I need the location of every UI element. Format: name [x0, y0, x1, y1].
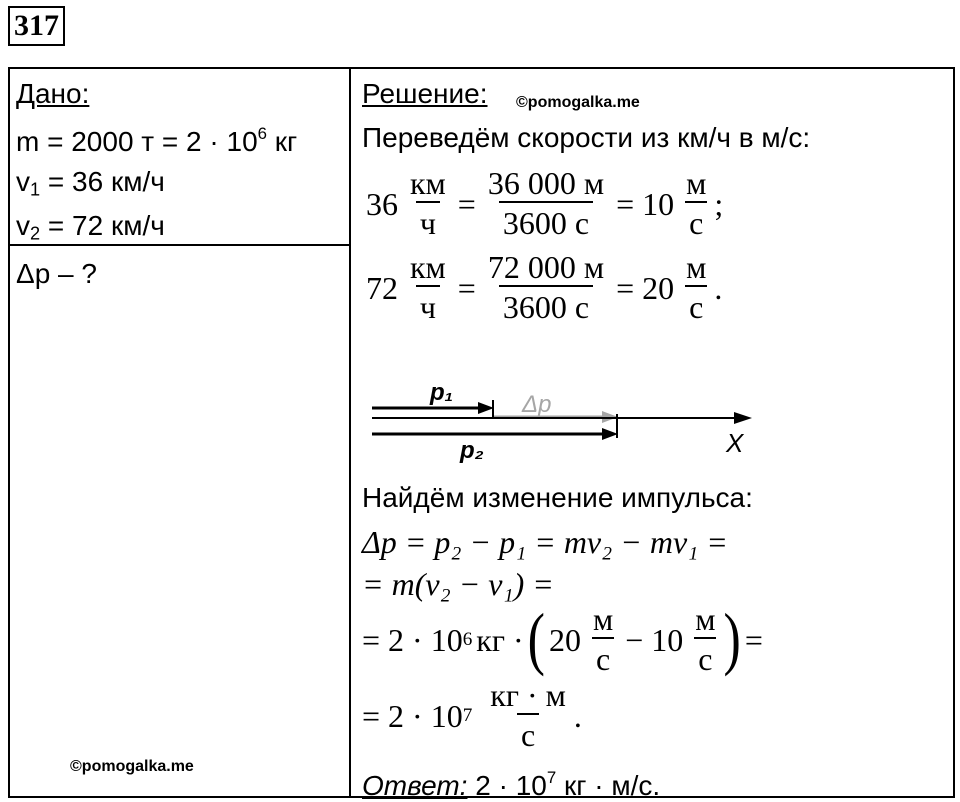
- conv2-lead: 72: [366, 269, 398, 306]
- conv2-f3-num: м: [686, 249, 707, 285]
- given-v1-value: = 36 км/ч: [40, 166, 165, 197]
- conv1-f1-den: ч: [416, 201, 440, 243]
- line4-fraction: [486, 677, 570, 755]
- line3-a: = 2 · 10: [362, 621, 463, 658]
- convert-text: Переведём скорости из км/ч в м/с:: [362, 122, 811, 153]
- x-axis-arrowhead: [734, 412, 752, 424]
- answer-unit: кг · м/с.: [556, 769, 661, 801]
- find-quantity: Δp – ?: [16, 258, 97, 289]
- conv1-fraction-unit: [682, 165, 710, 243]
- table-border-top: [8, 67, 955, 69]
- line4-fden: с: [517, 713, 539, 755]
- given-v2: [16, 210, 165, 250]
- conv2-f1-den: ч: [416, 285, 440, 327]
- watermark-top: ©pomogalka.me: [516, 94, 640, 111]
- p1-label: p₁: [430, 379, 454, 406]
- conv2-end: .: [714, 269, 723, 306]
- watermark-bottom: ©pomogalka.me: [70, 758, 194, 775]
- conv1-f3-den: с: [685, 201, 707, 243]
- line3-b: кг ·: [476, 621, 524, 658]
- given-v2-sub: 2: [30, 223, 41, 244]
- given-mass-exp: 6: [257, 124, 267, 143]
- conv2-f1-num: км: [410, 249, 446, 285]
- conv1-fraction-kmh: [406, 165, 450, 243]
- conv2-fraction-unit: [682, 249, 710, 327]
- momentum-diagram: [360, 372, 780, 464]
- conv1-f2-num: 36 000 м: [487, 165, 605, 201]
- momentum-change-line-2: = m(v₂ − v₁) =: [362, 566, 554, 602]
- conv2-f2-den: 3600 с: [499, 285, 593, 327]
- conversion-row-1: [362, 162, 723, 246]
- answer-exp: 7: [546, 768, 557, 787]
- p2-label: p₂: [460, 437, 484, 464]
- given-v2-value: = 72 км/ч: [40, 210, 165, 241]
- given-mass-unit: кг: [266, 125, 298, 157]
- given-header: Дано:: [16, 78, 90, 109]
- problem-number: 317: [8, 6, 65, 46]
- table-border-left: [8, 67, 10, 798]
- conv2-f2-num: 72 000 м: [487, 249, 605, 285]
- line4-exp: 7: [462, 705, 473, 726]
- given-mass: [16, 118, 297, 158]
- conv1-f2-den: 3600 с: [499, 201, 593, 243]
- line3-fd2: с: [694, 637, 716, 679]
- conv2-f3-den: с: [685, 285, 707, 327]
- delta-p-label: Δp: [522, 391, 552, 418]
- conv1-fraction-ms: [484, 165, 608, 243]
- p1-arrowhead: [478, 402, 494, 414]
- given-v2-symbol: v: [16, 210, 30, 241]
- line4-fnum: кг · м: [490, 677, 566, 713]
- given-mass-text: m = 2000 т = 2 · 10: [16, 125, 258, 157]
- line3-fn2: м: [695, 601, 716, 637]
- given-v1: [16, 166, 165, 206]
- line3-exp: 6: [462, 629, 473, 650]
- answer-label: Ответ:: [362, 769, 468, 801]
- conversion-row-2: [362, 246, 722, 330]
- conv1-end: ;: [714, 185, 724, 222]
- table-divider-vertical: [349, 67, 351, 798]
- momentum-change-line-3: [362, 598, 767, 682]
- line3-minus: − 10: [625, 621, 684, 658]
- line3-fraction-1: [589, 601, 617, 679]
- conv1-eq2: = 10: [616, 185, 675, 222]
- line3-open-paren: (: [527, 600, 545, 678]
- table-border-right: [953, 67, 955, 798]
- momentum-change-line-4: [362, 674, 582, 758]
- momentum-change-line-1: Δp = p₂ − p₁ = mv₂ − mv₁ =: [362, 524, 728, 560]
- find-change-text: Найдём изменение импульса:: [362, 482, 753, 513]
- line4-a: = 2 · 10: [362, 697, 463, 734]
- conv1-f1-num: км: [410, 165, 446, 201]
- answer-line: [362, 762, 660, 802]
- conv2-eq2: = 20: [616, 269, 675, 306]
- line3-fd1: с: [592, 637, 614, 679]
- line3-fraction-2: [691, 601, 719, 679]
- conv2-eq1: =: [457, 269, 476, 306]
- line3-close-paren: ): [723, 600, 741, 678]
- axis-x-label: X: [726, 428, 744, 458]
- conv1-eq1: =: [457, 185, 476, 222]
- conv2-fraction-ms: [484, 249, 608, 327]
- line3-end: =: [744, 621, 763, 658]
- line3-fn1: м: [592, 601, 614, 637]
- conv1-f3-num: м: [686, 165, 707, 201]
- conv1-lead: 36: [366, 185, 398, 222]
- given-v1-sub: 1: [30, 179, 41, 200]
- solution-header: Решение:: [362, 78, 488, 109]
- conv2-fraction-kmh: [406, 249, 450, 327]
- given-v1-symbol: v: [16, 166, 30, 197]
- line3-c: 20: [548, 621, 581, 658]
- line4-end: .: [573, 697, 582, 734]
- p2-arrowhead: [602, 428, 618, 440]
- answer-value: 2 · 10: [467, 769, 547, 801]
